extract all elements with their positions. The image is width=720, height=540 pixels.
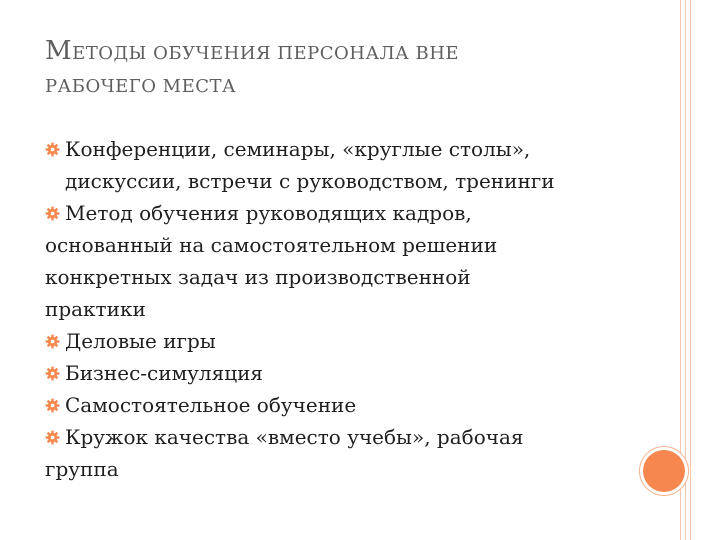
list-item-text: Самостоятельное обучение bbox=[65, 393, 357, 417]
list-item bbox=[45, 421, 645, 485]
list-item bbox=[45, 325, 645, 357]
gear-icon bbox=[45, 334, 60, 349]
title-line-2: РАБОЧЕГО МЕСТА bbox=[45, 76, 237, 97]
slide-title bbox=[45, 38, 645, 96]
title-initial: М bbox=[45, 36, 73, 66]
gear-icon bbox=[45, 430, 60, 445]
decorative-rule bbox=[685, 0, 686, 540]
list-item-text: Кружок качества «вместо учебы», рабочая bbox=[65, 425, 524, 449]
decorative-rule bbox=[690, 0, 691, 540]
list-item bbox=[45, 357, 645, 389]
title-rest: ЕТОДЫ ОБУЧЕНИЯ ПЕРСОНАЛА ВНЕ bbox=[72, 43, 460, 64]
list-item-text: группа bbox=[45, 457, 119, 481]
list-item bbox=[45, 197, 645, 325]
list-item-text: Деловые игры bbox=[65, 329, 216, 353]
title-line-1 bbox=[45, 38, 645, 78]
decorative-circle bbox=[643, 450, 685, 492]
gear-icon bbox=[45, 398, 60, 413]
list-item bbox=[45, 389, 645, 421]
gear-icon bbox=[45, 366, 60, 381]
list-item-text: дискуссии, встречи с руководством, тренинги bbox=[65, 169, 555, 193]
gear-icon bbox=[45, 142, 60, 157]
list-item-text: Конференции, семинары, «круглые столы», bbox=[65, 137, 531, 161]
list-item-text: Метод обучения руководящих кадров, bbox=[65, 201, 472, 225]
gear-icon bbox=[45, 206, 60, 221]
list-item-text: конкретных задач из производственной bbox=[45, 265, 471, 289]
list-item-text: практики bbox=[45, 297, 146, 321]
bullet-list bbox=[45, 133, 645, 485]
list-item-text: основанный на самостоятельном решении bbox=[45, 233, 498, 257]
list-item bbox=[45, 133, 645, 197]
list-item-text: Бизнес-симуляция bbox=[65, 361, 264, 385]
